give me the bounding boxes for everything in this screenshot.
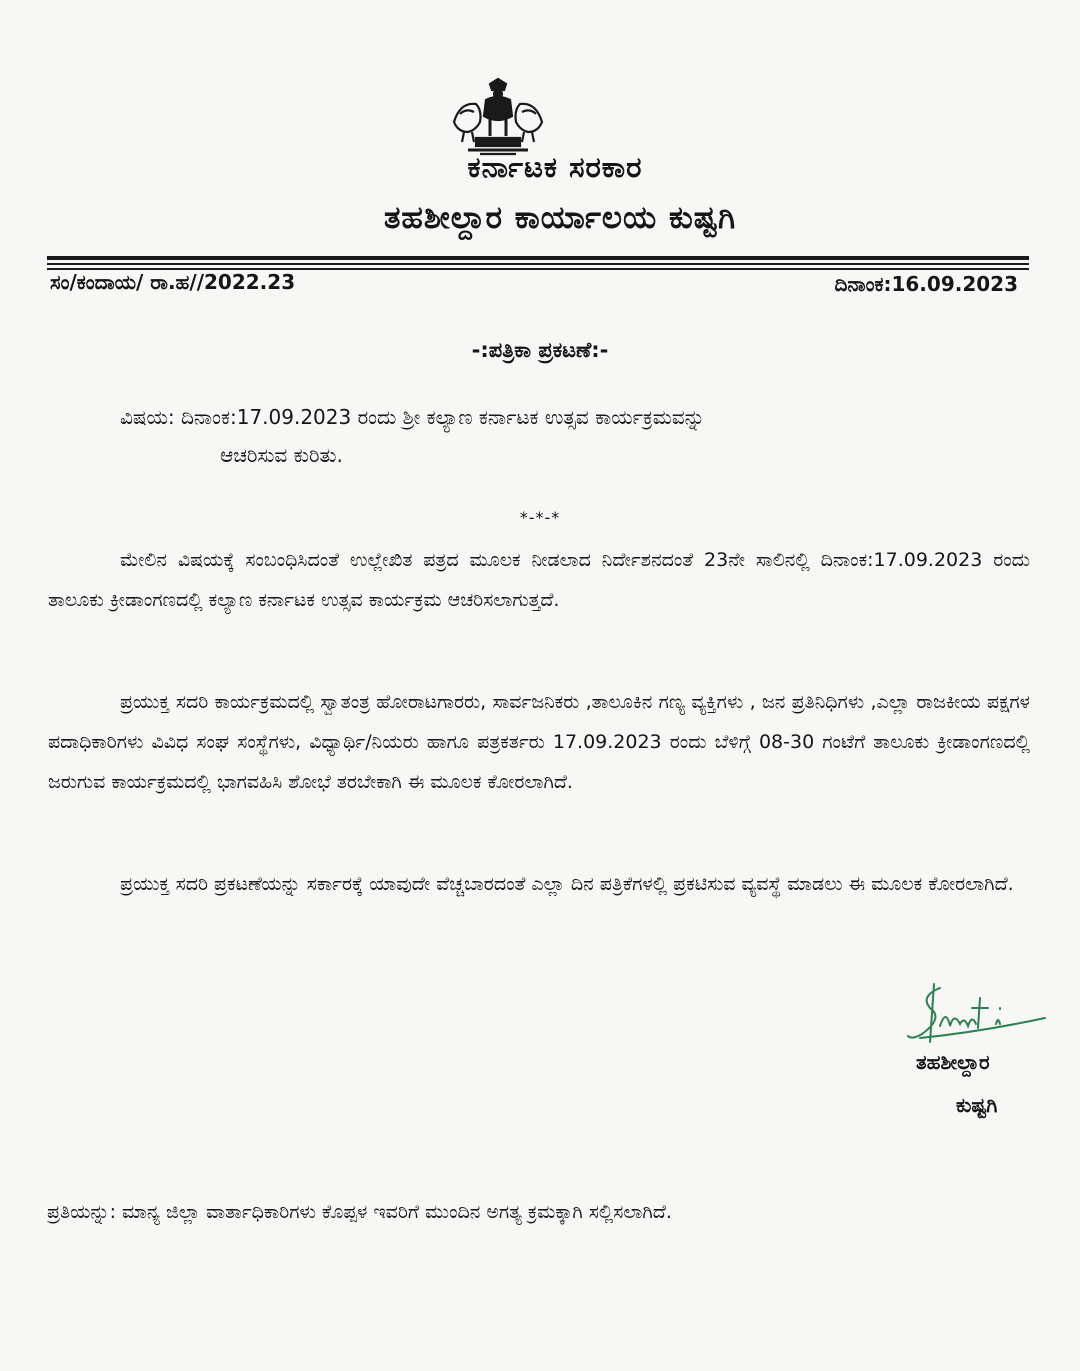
karnataka-emblem-icon [446, 78, 550, 160]
press-note-heading: -:ಪತ್ರಿಕಾ ಪ್ರಕಟಣೆ:- [471, 338, 609, 362]
signature-icon [900, 978, 1050, 1050]
body-paragraph: ಪ್ರಯುಕ್ತ ಸದರಿ ಪ್ರಕಟಣೆಯನ್ನು ಸರ್ಕಾರಕ್ಕೆ ಯಾವುದೇ ವೆಚ್ಚಬಾರದಂತೆ ಎಲ್ಲಾ ದಿನ ಪತ್ರಿಕೆಗಳಲ್ಲಿ ಪ್ರಕಟಿಸುವ ವ್ಯವಸ್ಥೆ ಮಾಡಲು ಈ ಮೂಲಕ ಕೋರಲಾಗಿದೆ. [120, 873, 1014, 895]
office-title: ತಹಶೀಲ್ದಾರ ಕಾರ್ಯಾಲಯ ಕುಷ್ಟಗಿ [383, 200, 737, 236]
body-paragraph: ಮೇಲಿನ ವಿಷಯಕ್ಕೆ ಸಂಬಂಧಿಸಿದಂತೆ ಉಲ್ಲೇಖಿತ ಪತ್ರದ ಮೂಲಕ ನೀಡಲಾದ ನಿರ್ದೇಶನದಂತೆ 23ನೇ ಸಾಲಿನಲ್ಲಿ ದಿನಾಂಕ:17.09.2023 ರಂದು ತಾಲೂಕು ಕ್ರೀಡಾಂಗಣದಲ್ಲಿ ಕಲ್ಯಾಣ ಕರ್ನಾಟಕ ಉತ್ಸವ ಕಾರ್ಯಕ್ರಮ ಆಚರಿಸಲಾಗುತ್ತದೆ. [48, 549, 1030, 611]
body-paragraph: ಪ್ರಯುಕ್ತ ಸದರಿ ಕಾರ್ಯಕ್ರಮದಲ್ಲಿ ಸ್ವಾತಂತ್ರ ಹೋರಾಟಗಾರರು, ಸಾರ್ವಜನಿಕರು ,ತಾಲೂಕಿನ ಗಣ್ಯ ವ್ಯಕ್ತಿಗಳು , ಜನ ಪ್ರತಿನಿಧಿಗಳು ,ಎಲ್ಲಾ ರಾಜಕೀಯ ಪಕ್ಷಗಳ ಪದಾಧಿಕಾರಿಗಳು ವಿವಿಧ ಸಂಘ ಸಂಸ್ಥೆಗಳು, ವಿಧ್ಯಾರ್ಥಿ/ನಿಯರು ಹಾಗೂ ಪತ್ರಕರ್ತರು 17.09.2023 ರಂದು ಬೆಳಿಗ್ಗೆ 08-30 ಗಂಟೆಗೆ ತಾಲೂಕು ಕ್ರೀಡಾಂಗಣದಲ್ಲಿ ಜರುಗುವ ಕಾರ್ಯಕ್ರಮದಲ್ಲಿ ಭಾಗವಹಿಸಿ ಶೋಭೆ ತರಬೇಕಾಗಿ ಈ ಮೂಲಕ ಕೋರಲಾಗಿದೆ. [48, 691, 1030, 793]
subject-line: ವಿಷಯ: ದಿನಾಂಕ:17.09.2023 ರಂದು ಶ್ರೀ ಕಲ್ಯಾಣ ಕರ್ನಾಟಕ ಉತ್ಸವ ಕಾರ್ಯಕ್ರಮವನ್ನು [120, 405, 705, 429]
reference-number: ಸಂ/ಕಂದಾಯ/ ರಾ.ಹ//2022.23 [50, 270, 296, 294]
signatory-place: ಕುಷ್ಟಗಿ [956, 1093, 998, 1117]
document-date: ದಿನಾಂಕ:16.09.2023 [834, 272, 1018, 296]
separator: *-*-* [519, 508, 561, 527]
copy-to-note: ಪ್ರತಿಯನ್ನು: ಮಾನ್ಯ ಜಿಲ್ಲಾ ವಾರ್ತಾಧಿಕಾರಿಗಳು ಕೊಪ್ಪಳ ಇವರಿಗೆ ಮುಂದಿನ ಅಗತ್ಯ ಕ್ರಮಕ್ಕಾಗಿ ಸಲ್ಲಿಸಲಾಗಿದೆ. [47, 1201, 672, 1223]
subject-block [120, 398, 980, 474]
header-rule [47, 263, 1029, 265]
subject-line: ಆಚರಿಸುವ ಕುರಿತು. [220, 443, 343, 467]
government-title: ಕರ್ನಾಟಕ ಸರಕಾರ [467, 150, 643, 184]
signatory-designation: ತಹಶೀಲ್ದಾರ [916, 1050, 990, 1074]
header-rule [47, 256, 1029, 260]
